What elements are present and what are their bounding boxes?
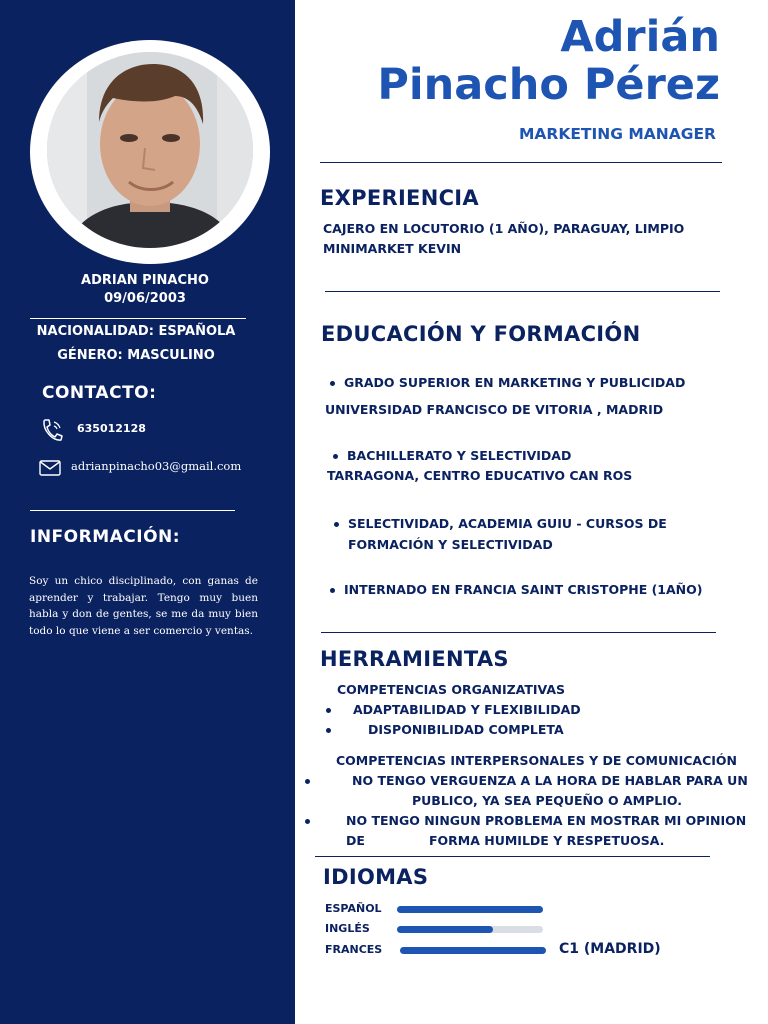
language-name: ESPAÑOL xyxy=(325,902,382,915)
birth-date: 09/06/2003 xyxy=(104,291,186,306)
inter-competencies-heading: COMPETENCIAS INTERPERSONALES Y DE COMUNICACIÓN xyxy=(336,753,738,768)
display-name: ADRIAN PINACHO xyxy=(81,273,209,288)
education-title: SELECTIVIDAD, ACADEMIA GUIU - CURSOS DE xyxy=(348,516,667,531)
bullet xyxy=(334,522,339,527)
bullet xyxy=(333,454,338,459)
bullet xyxy=(330,381,335,386)
bullet xyxy=(326,728,331,733)
education-heading: EDUCACIÓN Y FORMACIÓN xyxy=(321,322,641,346)
nationality: NACIONALIDAD: ESPAÑOLA xyxy=(36,324,236,339)
org-competency: DISPONIBILIDAD COMPLETA xyxy=(368,722,564,737)
language-level-fill xyxy=(397,906,543,913)
phone-icon xyxy=(40,417,64,447)
experience-line: MINIMARKET KEVIN xyxy=(323,241,462,256)
last-name: Pinacho Pérez xyxy=(377,60,720,110)
phone-number[interactable]: 635012128 xyxy=(77,422,146,435)
languages-heading: IDIOMAS xyxy=(323,865,429,889)
language-name: FRANCES xyxy=(325,943,383,956)
job-title: MARKETING MANAGER xyxy=(518,125,716,143)
org-competencies-heading: COMPETENCIAS ORGANIZATIVAS xyxy=(337,682,566,697)
experience-heading: EXPERIENCIA xyxy=(320,186,479,210)
mail-icon xyxy=(39,460,61,480)
bullet xyxy=(305,819,310,824)
education-detail: UNIVERSIDAD FRANCISCO DE VITORIA , MADRID xyxy=(325,402,664,417)
language-note: C1 (MADRID) xyxy=(559,941,661,957)
language-level-fill xyxy=(400,947,546,954)
language-level-bar xyxy=(400,947,546,954)
sidebar-divider xyxy=(30,318,246,319)
section-divider xyxy=(315,856,710,857)
inter-competency-line: PUBLICO, YA SEA PEQUEÑO O AMPLIO. xyxy=(412,793,682,808)
bullet xyxy=(326,708,331,713)
inter-competency-line: FORMA HUMILDE Y RESPETUOSA. xyxy=(429,833,665,848)
bullet xyxy=(330,588,335,593)
contact-heading: CONTACTO: xyxy=(42,383,157,403)
inter-competency-line: NO TENGO VERGUENZA A LA HORA DE HABLAR PARA UN xyxy=(352,773,748,788)
language-level-bar xyxy=(397,926,543,933)
experience-line: CAJERO EN LOCUTORIO (1 AÑO), PARAGUAY, LIMPIO xyxy=(323,221,685,236)
section-divider xyxy=(321,632,716,633)
gender: GÉNERO: MASCULINO xyxy=(57,348,215,363)
education-detail: TARRAGONA, CENTRO EDUCATIVO CAN ROS xyxy=(327,468,633,483)
org-competency: ADAPTABILIDAD Y FLEXIBILIDAD xyxy=(353,702,581,717)
info-heading: INFORMACIÓN: xyxy=(30,527,181,547)
education-title: BACHILLERATO Y SELECTIVIDAD xyxy=(347,448,572,463)
language-level-bar xyxy=(397,906,543,913)
language-name: INGLÉS xyxy=(325,922,370,935)
education-detail: FORMACIÓN Y SELECTIVIDAD xyxy=(348,537,553,552)
sidebar-divider-2 xyxy=(30,510,235,511)
info-text: Soy un chico disciplinado, con ganas de aprender y trabajar. Tengo muy buen habla y don de gentes, se me da muy bien todo lo que viene a ser comercio y ventas. xyxy=(29,575,258,637)
sidebar xyxy=(0,0,295,1024)
header-divider xyxy=(320,162,722,163)
profile-photo xyxy=(47,52,253,248)
email-address[interactable]: adrianpinacho03@gmail.com xyxy=(71,459,242,473)
education-title: GRADO SUPERIOR EN MARKETING Y PUBLICIDAD xyxy=(344,375,686,390)
tools-heading: HERRAMIENTAS xyxy=(320,647,509,671)
section-divider xyxy=(325,291,720,292)
bullet xyxy=(305,779,310,784)
education-title: INTERNADO EN FRANCIA SAINT CRISTOPHE (1AÑO) xyxy=(344,582,703,597)
first-name: Adrián xyxy=(560,12,720,62)
inter-competency-line: NO TENGO NINGUN PROBLEMA EN MOSTRAR MI OPINION DE xyxy=(346,813,747,848)
language-level-fill xyxy=(397,926,493,933)
